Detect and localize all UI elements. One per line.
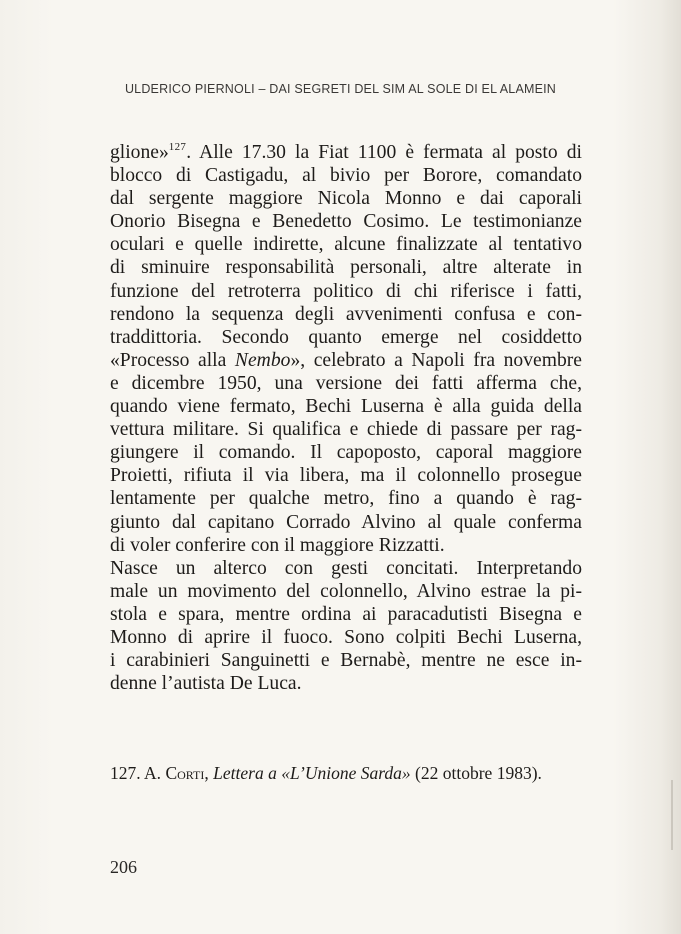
- footnote-author: Corti: [165, 763, 205, 783]
- page-edge-shadow: [671, 780, 673, 850]
- text-fragment: . Alle 17.30 la Fiat 1100 è fermata al posto di: [186, 142, 582, 163]
- text-line: blocco di Castigadu, al bivio per Borore, comandato: [110, 165, 582, 187]
- text-line: vettura militare. Si qualifica e chiede di passare per rag-: [110, 419, 582, 441]
- text-line: funzione del retroterra politico di chi riferisce i fatti,: [110, 280, 582, 302]
- text-line: lentamente per qualche metro, fino a quando è rag-: [110, 488, 582, 510]
- text-line: oculari e quelle indirette, alcune finalizzate al tentativo: [110, 234, 582, 256]
- text-line: [110, 141, 582, 164]
- text-line: giunto dal capitano Corrado Alvino al quale conferma: [110, 511, 582, 533]
- italic-title: Nembo: [234, 349, 291, 371]
- footnote-reference: 127: [168, 141, 187, 153]
- text-fragment: «Processo alla: [110, 349, 235, 371]
- text-line: denne l’autista De Luca.: [110, 673, 302, 695]
- text-line: e dicembre 1950, una versione dei fatti afferma che,: [110, 372, 582, 394]
- running-header: ULDERICO PIERNOLI – DAI SEGRETI DEL SIM AL SOLE DI EL ALAMEIN: [124, 82, 557, 96]
- text-line: stola e spara, mentre ordina ai paracadutisti Bisegna e: [110, 603, 582, 625]
- text-line: di sminuire responsabilità personali, altre alterate in: [110, 257, 582, 279]
- text-line: i carabinieri Sanguinetti e Bernabè, mentre ne esce in-: [110, 650, 582, 672]
- text-fragment: », celebrato a Napoli fra novembre: [290, 349, 582, 371]
- text-line: di voler conferire con il maggiore Rizzatti.: [110, 534, 445, 556]
- footnote: [110, 763, 590, 784]
- text-line: giungere il comando. Il capoposto, caporal maggiore: [110, 442, 582, 464]
- text-line: Proietti, rifiuta il via libera, ma il colonnello prosegue: [110, 465, 582, 487]
- footnote-date: (22 ottobre 1983).: [410, 763, 542, 783]
- footnote-number: 127. A.: [110, 763, 166, 783]
- text-line: dal sergente maggiore Nicola Monno e dai caporali: [110, 188, 582, 210]
- text-line: Onorio Bisegna e Benedetto Cosimo. Le testimonianze: [110, 211, 582, 233]
- text-fragment: glione»: [110, 142, 169, 163]
- text-line: traddittoria. Secondo quanto emerge nel cosiddetto: [110, 326, 582, 348]
- text-line: [110, 349, 582, 372]
- body-text: [110, 141, 582, 695]
- text-line: quando viene fermato, Bechi Luserna è alla guida della: [110, 396, 582, 418]
- footnote-title: Lettera a «L’Unione Sarda»: [213, 763, 411, 783]
- page-number: 206: [110, 857, 137, 877]
- text-line: Monno di aprire il fuoco. Sono colpiti Bechi Luserna,: [110, 626, 582, 648]
- text-line: male un movimento del colonnello, Alvino estrae la pi-: [110, 580, 582, 602]
- text-line: Nasce un alterco con gesti concitati. Interpretando: [110, 557, 582, 579]
- footnote-separator: ,: [204, 763, 214, 783]
- text-line: rendono la sequenza degli avvenimenti confusa e con-: [110, 303, 582, 325]
